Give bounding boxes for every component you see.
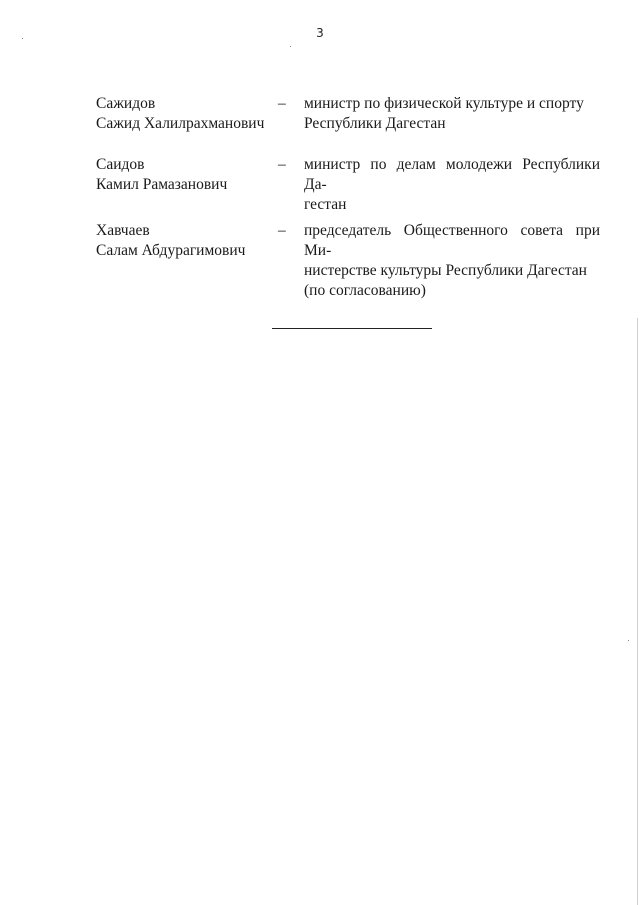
member-given-names: Камил Рамазанович bbox=[96, 176, 228, 193]
role-line: председатель Общественного совета при Ми- bbox=[304, 222, 600, 259]
member-surname: Хавчаев bbox=[96, 222, 150, 239]
role-line: нистерстве культуры Республики Дагестан bbox=[304, 262, 587, 279]
closing-rule bbox=[272, 328, 432, 329]
member-dash: – bbox=[278, 95, 286, 112]
members-list bbox=[96, 94, 600, 301]
member-dash: – bbox=[278, 156, 286, 173]
role-line: (по согласованию) bbox=[304, 282, 426, 299]
member-entry bbox=[96, 221, 600, 301]
member-role bbox=[304, 94, 600, 134]
member-surname: Сажидов bbox=[96, 95, 156, 112]
member-entry bbox=[96, 155, 600, 215]
member-name bbox=[96, 221, 278, 301]
role-line: Республики Дагестан bbox=[304, 115, 446, 132]
member-given-names: Сажид Халилрахманович bbox=[96, 115, 265, 132]
member-dash: – bbox=[278, 222, 286, 239]
member-name bbox=[96, 94, 278, 134]
member-given-names: Салам Абдурагимович bbox=[96, 242, 246, 259]
role-line: министр по делам молодежи Республики Да- bbox=[304, 156, 600, 193]
scan-edge-line bbox=[637, 318, 638, 905]
role-line: гестан bbox=[304, 196, 347, 213]
page-number: 3 bbox=[316, 26, 324, 40]
member-surname: Саидов bbox=[96, 156, 145, 173]
scan-speck bbox=[628, 640, 629, 641]
scan-speck bbox=[22, 38, 23, 39]
scan-speck bbox=[290, 46, 291, 47]
member-role bbox=[304, 221, 600, 301]
member-role bbox=[304, 155, 600, 215]
member-entry bbox=[96, 94, 600, 134]
member-name bbox=[96, 155, 278, 215]
role-line: министр по физической культуре и спорту bbox=[304, 95, 584, 112]
